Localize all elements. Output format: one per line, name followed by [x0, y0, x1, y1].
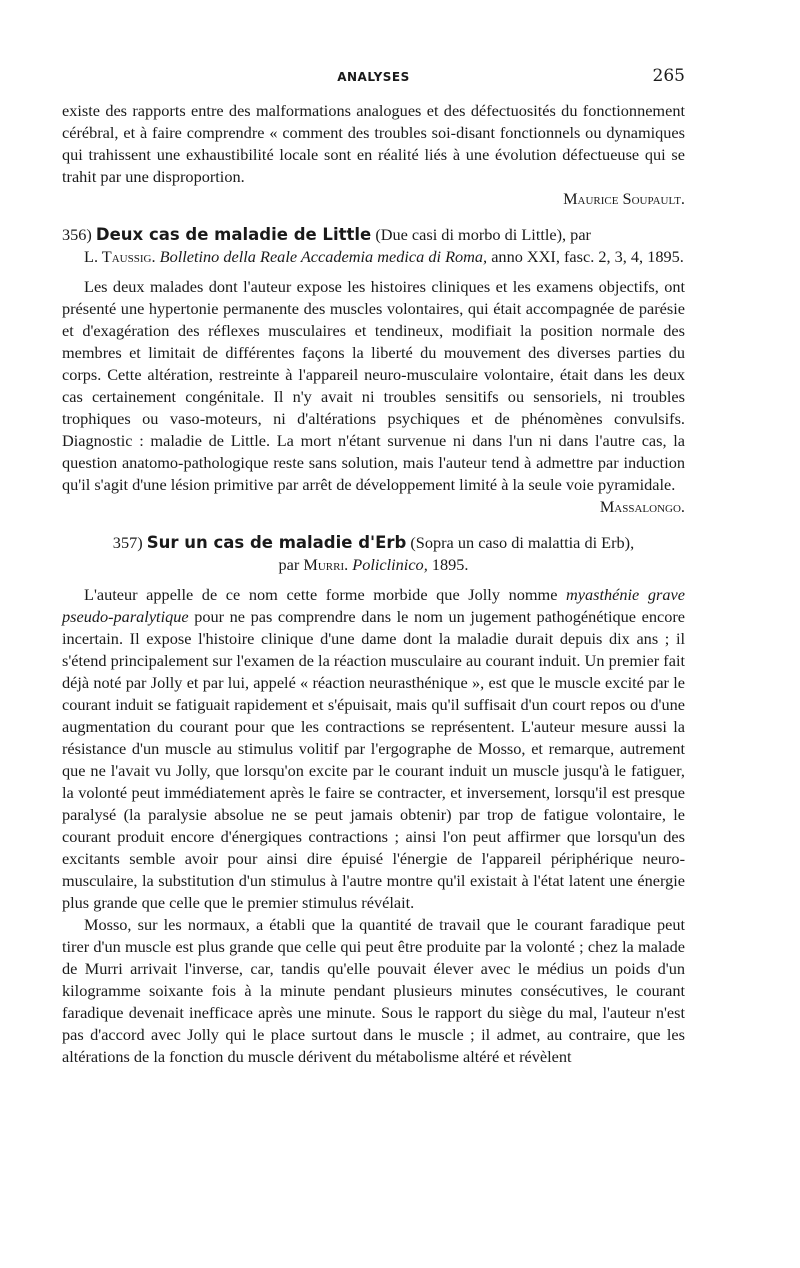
article-357-para1-b: pour ne pas comprendre dans le nom un jugement pathogénétique encore incertain. Il expose l'histoire clinique d'une dame dont la maladie durait depuis dix ans ; il s'étend principalement sur l'examen de la réaction musculaire au courant induit. Un premier fait déjà noté par Jolly et par lui, appelé « réaction neurasthénique », est que le muscle excité par le courant induit se fatiguait rapidement et s'épuisait, mais qu'il suffisait d'un court repos ou d'une augmentation du courant pour que les contractions se représentent. L'auteur mesure aussi la résistance d'un muscle au stimulus volitif par l'ergographe de Mosso, et remarque, autrement que ne l'avait vu Jolly, que lorsqu'on excite par le courant induit un muscle jusqu'à le fatiguer, la volonté peut immédiatement après le faire se contracter, et inversement, lorsqu'il est presque paralysé (la paralysie absolue ne se peut jamais obtenir) par trop de fatigue volontaire, le courant produit encore d'énergiques contractions ; ainsi l'on peut affirmer que lorsqu'un des excitants semble avoir pour ainsi dire épuisé l'énergie de l'appareil périphérique neuro-musculaire, la substitution d'un stimulus à l'autre montre qu'il existait à l'état latent une énergie plus grande que celle que le premier stimulus révélait. [62, 607, 685, 912]
article-357-title: Sur un cas de maladie d'Erb [146, 533, 407, 552]
article-356-heading [62, 224, 685, 268]
article-356-citation: anno XXI, fasc. 2, 3, 4, 1895. [491, 247, 684, 266]
running-head: ANALYSES [337, 70, 410, 84]
article-356-journal: Bolletino della Reale Accademia medica di Roma, [159, 247, 488, 266]
page-number: 265 [652, 66, 685, 86]
intro-signature: Maurice Soupault. [563, 189, 685, 208]
article-356-title: Deux cas de maladie de Little [95, 225, 372, 244]
article-357-para1-term: myasthénie grave pseudo-paralytique [62, 585, 685, 626]
article-357-original-title: (Sopra un caso di malattia di Erb), [410, 533, 635, 552]
article-357-journal: Policlinico, [352, 555, 428, 574]
article-357-year: 1895. [431, 555, 469, 574]
article-357-author-prefix: par [278, 555, 300, 574]
article-357-paragraph-2 [62, 914, 685, 1068]
article-357-para1-a: L'auteur appelle de ce nom cette forme morbide que Jolly nomme [84, 585, 558, 604]
article-356-signature: Massalongo. [599, 497, 685, 516]
article-356-number: 356) [62, 225, 92, 244]
article-357-heading [62, 532, 685, 576]
page-header [62, 66, 685, 92]
article-356-original-title: (Due casi di morbo di Little), par [375, 225, 591, 244]
article-356-body-text: Les deux malades dont l'auteur expose les histoires cliniques et les examens objectifs, ont présenté une hypertonie permanente des muscles volontaires, qui était accompagnée de parésie et d'exagération des réflexes musculaires et tendineux, modifiait la position normale des membres et limitait de différentes façons la liberté du mouvement des diverses parties du corps. Cette altération, restreinte à l'appareil neuro-musculaire volontaire, était dans les deux cas certainement congénitale. Il n'y avait ni troubles sensitifs ou sensoriels, ni troubles trophiques ou vaso-moteurs, ni d'altérations psychiques et de phénomènes convulsifs. Diagnostic : maladie de Little. La mort n'étant survenue ni dans l'un ni dans l'autre cas, la question anatomo-pathologique reste sans solution, mais l'auteur tend à admettre par induction qu'il s'agit d'une lésion primitive par arrêt de développement limité à la seule voie pyramidale. [62, 277, 685, 494]
article-356-body [62, 276, 685, 518]
page-body [62, 100, 685, 1068]
article-357-number: 357) [112, 533, 143, 552]
article-357-paragraph-1 [62, 584, 685, 914]
article-357-author: Murri. [303, 555, 349, 574]
article-356-author: L. Taussig. [84, 247, 156, 266]
intro-paragraph [62, 100, 685, 210]
intro-text: existe des rapports entre des malformations analogues et des défectuosités du fonctionnement cérébral, et à faire comprendre « comment des troubles soi-disant fonctionnels ou dynamiques qui trahissent une exhaustibilité locale sont en réalité liés à une évolution défectueuse qui se trahit par une disproportion. [62, 101, 685, 186]
article-357-para2-text: Mosso, sur les normaux, a établi que la quantité de travail que le courant faradique peut tirer d'un muscle est plus grande que celle qui peut être produite par la volonté ; chez la malade de Murri arrivait l'inverse, car, tandis qu'elle pouvait élever avec le médius un poids d'un kilogramme soixante fois à la minute pendant plusieurs minutes consécutives, le courant faradique devenait inefficace après une minute. Sous le rapport du siège du mal, l'auteur n'est pas d'accord avec Jolly qui le place surtout dans le muscle ; il admet, au contraire, que les altérations de la fonction du muscle dérivent du métabolisme altéré et révèlent [62, 915, 685, 1066]
